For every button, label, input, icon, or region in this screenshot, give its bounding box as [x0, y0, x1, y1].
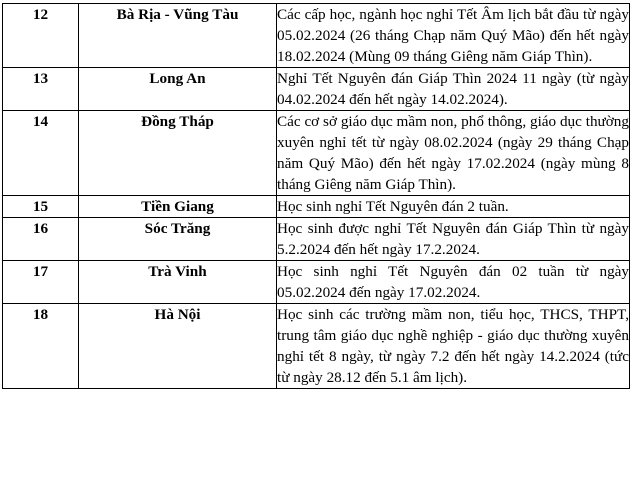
province-name: Sóc Trăng [79, 218, 277, 261]
province-name: Bà Rịa - Vũng Tàu [79, 4, 277, 68]
holiday-note: Các cơ sở giáo dục mầm non, phổ thông, giáo dục thường xuyên nghỉ tết từ ngày 08.02.2024 (ngày 29 tháng Chạp năm Quý Mão) đến hết ngày 17.02.2024 (ngày mùng 8 tháng Giêng năm Giáp Thìn). [277, 111, 630, 196]
tet-holiday-table [2, 3, 630, 389]
table-row [3, 218, 630, 261]
table-row [3, 4, 630, 68]
table-row [3, 261, 630, 304]
row-number: 13 [3, 68, 79, 111]
holiday-note: Các cấp học, ngành học nghỉ Tết Âm lịch bắt đầu từ ngày 05.02.2024 (26 tháng Chạp năm Quý Mão) đến hết ngày 18.02.2024 (Mùng 09 tháng Giêng năm Giáp Thìn). [277, 4, 630, 68]
province-name: Hà Nội [79, 304, 277, 389]
row-number: 14 [3, 111, 79, 196]
holiday-note: Học sinh được nghỉ Tết Nguyên đán Giáp Thìn từ ngày 5.2.2024 đến hết ngày 17.2.2024. [277, 218, 630, 261]
row-number: 12 [3, 4, 79, 68]
row-number: 17 [3, 261, 79, 304]
province-name: Long An [79, 68, 277, 111]
holiday-note: Học sinh các trường mầm non, tiểu học, THCS, THPT, trung tâm giáo dục nghề nghiệp - giáo dục thường xuyên nghỉ tết 8 ngày, từ ngày 7.2 đến hết ngày 14.2.2024 (tức từ ngày 28.12 đến 5.1 âm lịch). [277, 304, 630, 389]
holiday-note: Nghỉ Tết Nguyên đán Giáp Thìn 2024 11 ngày (từ ngày 04.02.2024 đến hết ngày 14.02.2024). [277, 68, 630, 111]
table-row [3, 111, 630, 196]
province-name: Đồng Tháp [79, 111, 277, 196]
row-number: 16 [3, 218, 79, 261]
table-row [3, 68, 630, 111]
row-number: 18 [3, 304, 79, 389]
province-name: Trà Vinh [79, 261, 277, 304]
table-row [3, 304, 630, 389]
row-number: 15 [3, 196, 79, 218]
holiday-note: Học sinh nghỉ Tết Nguyên đán 02 tuần từ ngày 05.02.2024 đến ngày 17.02.2024. [277, 261, 630, 304]
table-row [3, 196, 630, 218]
holiday-note: Học sinh nghỉ Tết Nguyên đán 2 tuần. [277, 196, 630, 218]
province-name: Tiền Giang [79, 196, 277, 218]
